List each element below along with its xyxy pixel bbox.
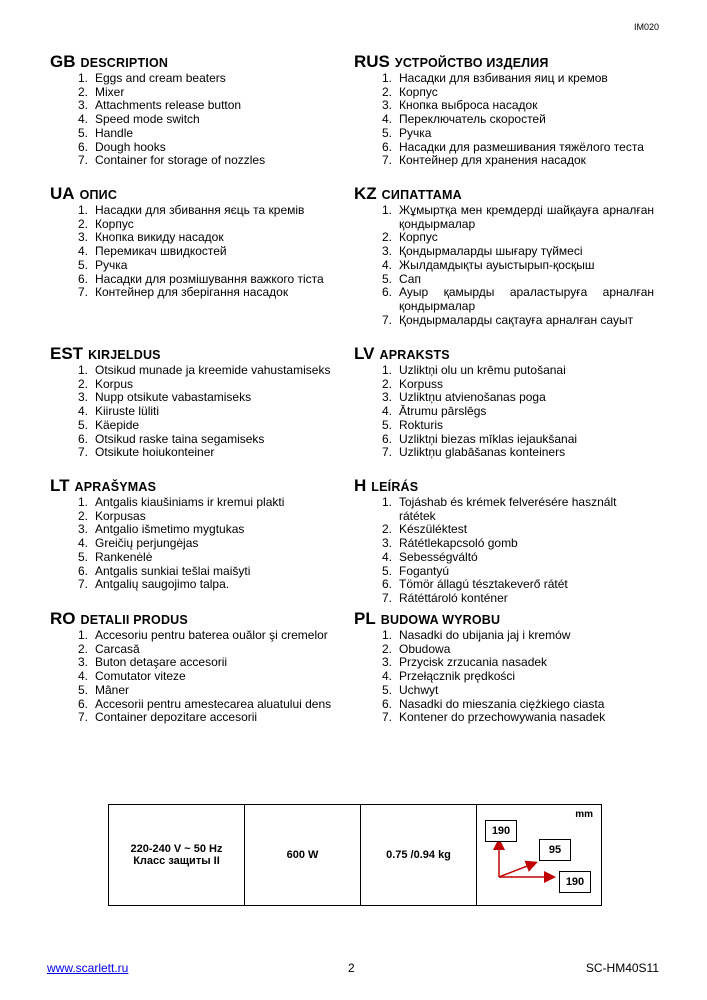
list-item xyxy=(50,273,350,287)
language-code: GB xyxy=(50,52,76,71)
item-number: 5. xyxy=(77,417,88,432)
model-number: SC-HM40S11 xyxy=(585,961,659,975)
list-item xyxy=(50,711,350,725)
list-item xyxy=(50,656,350,670)
item-text: Uzliktņu glabāšanas konteiners xyxy=(399,445,566,460)
section-h xyxy=(354,478,654,606)
list-item xyxy=(354,698,654,712)
parts-list xyxy=(50,496,350,592)
list-item xyxy=(354,378,654,392)
list-item xyxy=(354,314,654,328)
item-number: 3. xyxy=(381,390,392,405)
item-number: 2. xyxy=(77,84,88,99)
list-item xyxy=(50,670,350,684)
item-text: Käepide xyxy=(95,417,140,432)
item-text: Eggs and cream beaters xyxy=(95,71,226,85)
item-number: 7. xyxy=(381,153,392,168)
item-text: Насадки для розмішування важкого тіста xyxy=(95,271,324,286)
item-number: 7. xyxy=(381,710,392,725)
item-number: 7. xyxy=(381,312,392,327)
item-number: 1. xyxy=(77,495,88,509)
item-number: 5. xyxy=(381,563,392,578)
section-title: DETALII PRODUS xyxy=(80,613,188,627)
item-text: Uzliktņi olu un krēmu putošanai xyxy=(399,363,566,377)
list-item xyxy=(354,72,654,86)
item-text: Ручка xyxy=(95,257,128,272)
parts-list xyxy=(354,72,654,168)
section-heading xyxy=(50,186,350,202)
item-number: 1. xyxy=(381,495,392,509)
item-text: Nupp otsikute vabastamiseks xyxy=(95,390,252,405)
item-number: 3. xyxy=(77,655,88,670)
parts-list xyxy=(354,204,654,327)
section-heading xyxy=(354,346,654,362)
page-number: 2 xyxy=(348,961,355,975)
item-number: 7. xyxy=(77,285,88,300)
item-number: 5. xyxy=(381,682,392,697)
section-title: ОПИС xyxy=(79,188,118,202)
parts-list xyxy=(50,629,350,725)
section-lt xyxy=(50,478,350,592)
item-number: 2. xyxy=(77,376,88,391)
item-text: Nasadki do mieszania ciężkiego ciasta xyxy=(399,696,605,711)
item-text: Переключатель скоростей xyxy=(399,112,546,127)
item-number: 5. xyxy=(381,417,392,432)
item-text: Kontener do przechowywania nasadek xyxy=(399,710,606,725)
item-number: 6. xyxy=(381,285,392,300)
section-heading xyxy=(354,478,654,494)
section-ro xyxy=(50,611,350,725)
list-item xyxy=(354,141,654,155)
list-item xyxy=(50,72,350,86)
height-dimension: 190 xyxy=(485,820,517,842)
list-item xyxy=(354,405,654,419)
list-item xyxy=(354,496,654,523)
list-item xyxy=(50,86,350,100)
item-text: Accesorii pentru amestecarea aluatului dens xyxy=(95,696,332,711)
list-item xyxy=(50,551,350,565)
item-text: Carcasă xyxy=(95,641,140,656)
item-number: 5. xyxy=(77,549,88,564)
language-code: EST xyxy=(50,344,84,363)
item-text: Comutator viteze xyxy=(95,669,186,684)
item-number: 7. xyxy=(77,153,88,168)
item-number: 2. xyxy=(381,522,392,537)
item-text: Készüléktest xyxy=(399,522,468,537)
item-number: 4. xyxy=(381,404,392,419)
item-text: Насадки для взбивания яиц и кремов xyxy=(399,71,608,85)
specs-table xyxy=(108,804,602,906)
section-title: DESCRIPTION xyxy=(80,56,169,70)
section-heading xyxy=(50,611,350,627)
document-code: IM020 xyxy=(633,22,659,32)
item-number: 5. xyxy=(77,257,88,272)
list-item xyxy=(354,286,654,313)
list-item xyxy=(50,496,350,510)
item-number: 2. xyxy=(381,376,392,391)
list-item xyxy=(354,656,654,670)
section-ua xyxy=(50,186,350,300)
list-item xyxy=(50,537,350,551)
item-text: Ручка xyxy=(399,125,432,140)
item-number: 6. xyxy=(77,696,88,711)
language-code: RO xyxy=(50,609,76,628)
item-text: Корпус xyxy=(399,230,438,245)
item-text: Перемикач швидкостей xyxy=(95,244,227,259)
item-number: 2. xyxy=(77,216,88,231)
list-item xyxy=(50,154,350,168)
list-item xyxy=(354,670,654,684)
item-text: Ауыр қамырды араластыруға арналған қондырмалар xyxy=(399,285,654,313)
list-item xyxy=(354,537,654,551)
list-item xyxy=(50,245,350,259)
section-heading xyxy=(354,611,654,627)
list-item xyxy=(50,419,350,433)
item-number: 6. xyxy=(77,563,88,578)
list-item xyxy=(50,510,350,524)
item-number: 3. xyxy=(77,390,88,405)
item-text: Antgalių saugojimo talpa. xyxy=(95,577,230,592)
list-item xyxy=(50,565,350,579)
protection-class-text: Класс защиты II xyxy=(133,855,220,867)
item-text: Container depozitare accesorii xyxy=(95,710,258,725)
item-text: Кнопка выброса насадок xyxy=(399,98,538,113)
weight-cell: 0.75 /0.94 kg xyxy=(361,805,477,906)
item-text: Otsikud munade ja kreemide vahustamiseks xyxy=(95,363,331,377)
dimensions-cell xyxy=(477,805,602,906)
item-number: 3. xyxy=(381,655,392,670)
dimensions-diagram xyxy=(477,805,601,905)
item-number: 1. xyxy=(381,71,392,85)
item-text: Қондырмаларды шығару түймесі xyxy=(399,244,583,259)
item-number: 2. xyxy=(381,230,392,245)
parts-list xyxy=(354,629,654,725)
section-title: BUDOWA WYROBU xyxy=(380,613,501,627)
item-number: 4. xyxy=(77,404,88,419)
item-number: 1. xyxy=(77,203,88,217)
website-link[interactable]: www.scarlett.ru xyxy=(47,961,129,975)
item-text: Кнопка викиду насадок xyxy=(95,230,224,245)
item-text: Przełącznik prędkości xyxy=(399,669,516,684)
item-text: Handle xyxy=(95,125,134,140)
section-est xyxy=(50,346,350,460)
item-number: 3. xyxy=(77,230,88,245)
section-title: СИПАТТАМА xyxy=(381,188,462,202)
parts-list xyxy=(354,364,654,460)
language-code: LT xyxy=(50,476,70,495)
item-text: Dough hooks xyxy=(95,139,166,154)
list-item xyxy=(50,523,350,537)
item-text: Rátéttároló konténer xyxy=(399,590,508,605)
item-text: Uzliktņi biezas mīklas iejaukšanai xyxy=(399,431,578,446)
item-text: Obudowa xyxy=(399,641,451,656)
item-text: Antgalio išmetimo mygtukas xyxy=(95,522,245,537)
item-text: Kiiruste lüliti xyxy=(95,404,160,419)
section-kz xyxy=(354,186,654,327)
item-number: 3. xyxy=(381,536,392,551)
item-text: Корпус xyxy=(399,84,438,99)
list-item xyxy=(354,364,654,378)
list-item xyxy=(354,231,654,245)
item-text: Контейнер для зберігання насадок xyxy=(95,285,289,300)
list-item xyxy=(354,204,654,231)
item-text: Fogantyú xyxy=(399,563,450,578)
language-code: KZ xyxy=(354,184,377,203)
list-item xyxy=(50,364,350,378)
list-item xyxy=(50,391,350,405)
list-item xyxy=(50,405,350,419)
item-number: 6. xyxy=(77,431,88,446)
list-item xyxy=(354,86,654,100)
language-code: PL xyxy=(354,609,376,628)
unit-label: mm xyxy=(575,809,593,820)
list-item xyxy=(50,204,350,218)
list-item xyxy=(354,565,654,579)
item-text: Antgalis sunkiai tešlai maišyti xyxy=(95,563,251,578)
item-number: 5. xyxy=(381,271,392,286)
item-text: Қондырмаларды сақтауға арналған сауыт xyxy=(399,312,634,327)
list-item xyxy=(50,231,350,245)
item-text: Mâner xyxy=(95,682,130,697)
item-number: 4. xyxy=(381,549,392,564)
item-number: 4. xyxy=(77,244,88,259)
language-code: LV xyxy=(354,344,375,363)
item-number: 2. xyxy=(381,84,392,99)
section-title: APRAKSTS xyxy=(379,348,450,362)
section-pl xyxy=(354,611,654,725)
item-text: Корпус xyxy=(95,216,134,231)
list-item xyxy=(354,684,654,698)
item-text: Насадки для размешивания тяжёлого теста xyxy=(399,139,644,154)
item-text: Container for storage of nozzles xyxy=(95,153,266,168)
list-item xyxy=(354,551,654,565)
list-item xyxy=(354,433,654,447)
section-title: LEÍRÁS xyxy=(371,480,419,494)
item-text: Accesoriu pentru baterea ouălor şi cremelor xyxy=(95,628,328,642)
item-text: Buton detaşare accesorii xyxy=(95,655,228,670)
item-number: 2. xyxy=(381,641,392,656)
item-number: 1. xyxy=(381,628,392,642)
item-text: Sebességváltó xyxy=(399,549,478,564)
list-item xyxy=(354,419,654,433)
item-number: 5. xyxy=(77,682,88,697)
item-number: 7. xyxy=(77,445,88,460)
section-heading xyxy=(354,186,654,202)
item-number: 7. xyxy=(381,590,392,605)
item-text: Rokturis xyxy=(399,417,444,432)
item-number: 1. xyxy=(77,71,88,85)
list-item xyxy=(50,684,350,698)
parts-list xyxy=(354,496,654,606)
list-item xyxy=(354,259,654,273)
item-number: 2. xyxy=(77,508,88,523)
section-gb xyxy=(50,54,350,168)
item-number: 4. xyxy=(381,669,392,684)
item-number: 4. xyxy=(77,112,88,127)
list-item xyxy=(354,643,654,657)
list-item xyxy=(354,391,654,405)
item-number: 4. xyxy=(77,536,88,551)
item-text: Antgalis kiaušiniams ir kremui plakti xyxy=(95,495,285,509)
list-item xyxy=(50,99,350,113)
item-text: Жылдамдықты ауыстырып-қосқыш xyxy=(399,257,595,272)
item-number: 3. xyxy=(381,98,392,113)
item-text: Контейнер для хранения насадок xyxy=(399,153,586,168)
item-number: 4. xyxy=(381,257,392,272)
parts-list xyxy=(50,204,350,300)
item-number: 7. xyxy=(77,577,88,592)
list-item xyxy=(50,141,350,155)
list-item xyxy=(354,154,654,168)
list-item xyxy=(50,643,350,657)
language-code: RUS xyxy=(354,52,390,71)
list-item xyxy=(354,629,654,643)
item-number: 5. xyxy=(381,125,392,140)
section-heading xyxy=(50,478,350,494)
item-text: Сап xyxy=(399,271,421,286)
parts-list xyxy=(50,364,350,460)
item-text: Tojáshab és krémek felverésére használt rátétek xyxy=(399,495,617,523)
item-number: 4. xyxy=(381,112,392,127)
item-number: 3. xyxy=(77,522,88,537)
item-text: Ātrumu pārslēgs xyxy=(399,404,487,419)
item-number: 1. xyxy=(77,628,88,642)
width-dimension: 190 xyxy=(559,871,591,893)
item-text: Uzliktņu atvienošanas poga xyxy=(399,390,546,405)
list-item xyxy=(50,259,350,273)
item-number: 5. xyxy=(77,125,88,140)
language-code: H xyxy=(354,476,367,495)
list-item xyxy=(354,273,654,287)
list-item xyxy=(354,592,654,606)
list-item xyxy=(354,245,654,259)
list-item xyxy=(354,446,654,460)
list-item xyxy=(354,711,654,725)
list-item xyxy=(50,127,350,141)
list-item xyxy=(50,629,350,643)
section-title: KIRJELDUS xyxy=(88,348,161,362)
item-number: 6. xyxy=(381,139,392,154)
list-item xyxy=(50,433,350,447)
item-text: Uchwyt xyxy=(399,682,439,697)
section-heading xyxy=(50,54,350,70)
item-number: 6. xyxy=(77,271,88,286)
list-item xyxy=(354,113,654,127)
section-heading xyxy=(354,54,654,70)
item-text: Otsikute hoiukonteiner xyxy=(95,445,215,460)
item-text: Otsikud raske taina segamiseks xyxy=(95,431,265,446)
item-text: Attachments release button xyxy=(95,98,242,113)
parts-list xyxy=(50,72,350,168)
power-cell: 600 W xyxy=(245,805,361,906)
section-heading xyxy=(50,346,350,362)
voltage-cell xyxy=(109,805,245,906)
item-number: 1. xyxy=(77,363,88,377)
voltage-text: 220-240 V ~ 50 Hz xyxy=(130,843,223,855)
item-number: 4. xyxy=(77,669,88,684)
item-number: 2. xyxy=(77,641,88,656)
item-text: Korpus xyxy=(95,376,134,391)
list-item xyxy=(50,286,350,300)
item-number: 1. xyxy=(381,363,392,377)
item-number: 6. xyxy=(381,431,392,446)
item-text: Tömör állagú tésztakeverő rátét xyxy=(399,577,568,592)
item-text: Przycisk zrzucania nasadek xyxy=(399,655,548,670)
list-item xyxy=(50,698,350,712)
section-title: APRAŠYMAS xyxy=(74,480,157,494)
list-item xyxy=(50,218,350,232)
item-text: Korpuss xyxy=(399,376,444,391)
depth-dimension: 95 xyxy=(539,839,571,861)
item-number: 6. xyxy=(77,139,88,154)
item-number: 6. xyxy=(381,696,392,711)
item-text: Насадки для збивання яєць та кремів xyxy=(95,203,305,217)
item-text: Speed mode switch xyxy=(95,112,200,127)
item-number: 6. xyxy=(381,577,392,592)
item-text: Greičių perjungėjas xyxy=(95,536,199,551)
item-number: 7. xyxy=(77,710,88,725)
list-item xyxy=(50,446,350,460)
section-lv xyxy=(354,346,654,460)
list-item xyxy=(50,578,350,592)
list-item xyxy=(50,113,350,127)
item-text: Korpusas xyxy=(95,508,146,523)
item-text: Rátétlekapcsoló gomb xyxy=(399,536,518,551)
item-number: 3. xyxy=(77,98,88,113)
language-code: UA xyxy=(50,184,75,203)
item-number: 1. xyxy=(381,203,392,217)
item-number: 7. xyxy=(381,445,392,460)
item-text: Mixer xyxy=(95,84,125,99)
list-item xyxy=(354,99,654,113)
section-title: УСТРОЙСТВО ИЗДЕЛИЯ xyxy=(394,56,549,70)
list-item xyxy=(50,378,350,392)
item-text: Rankenėlė xyxy=(95,549,153,564)
item-number: 3. xyxy=(381,244,392,259)
item-text: Жұмыртқа мен кремдерді шайқауға арналған қондырмалар xyxy=(399,203,654,231)
item-text: Nasadki do ubijania jaj i kremów xyxy=(399,628,571,642)
list-item xyxy=(354,127,654,141)
section-rus xyxy=(354,54,654,168)
list-item xyxy=(354,578,654,592)
list-item xyxy=(354,523,654,537)
